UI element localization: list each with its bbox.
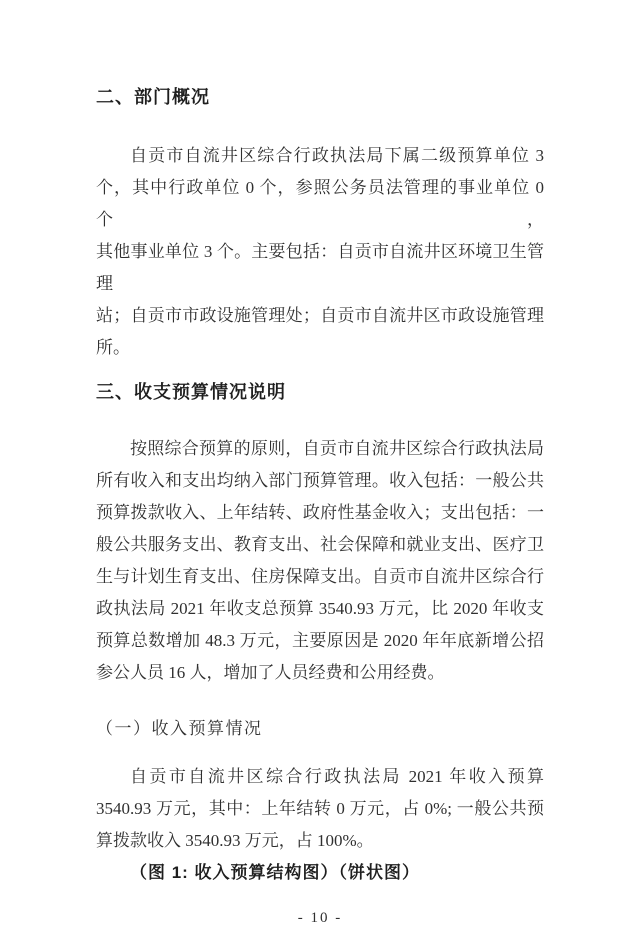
section2-heading: 二、部门概况 [96, 87, 210, 107]
text-line: 其他事业单位 3 个。主要包括：自贡市自流井区环境卫生管理 [96, 242, 544, 293]
page-number: - 10 - [297, 910, 343, 926]
figure-caption: （图 1: 收入预算结构图）（饼状图） [130, 863, 421, 882]
para-budget-summary [96, 433, 544, 689]
para-income-detail [96, 761, 544, 857]
section3-heading: 三、收支预算情况说明 [96, 382, 286, 402]
text-line: 3540.93 万元，其中：上年结转 0 万元，占 0%; 一般公共预 [96, 799, 544, 818]
text-line: 预算总数增加 48.3 万元，主要原因是 2020 年年底新增公招 [96, 631, 544, 650]
text-line: 政执法局 2021 年收支总预算 3540.93 万元，比 2020 年收支 [96, 599, 544, 618]
text-line: 站；自贡市市政设施管理处；自贡市自流井区市政设施管理 [96, 306, 544, 325]
text-line: 预算拨款收入、上年结转、政府性基金收入；支出包括：一 [96, 503, 544, 522]
text-line: 般公共服务支出、教育支出、社会保障和就业支出、医疗卫 [96, 535, 544, 554]
text-line: 按照综合预算的原则，自贡市自流井区综合行政执法局 [130, 439, 544, 458]
text-line: 自贡市自流井区综合行政执法局下属二级预算单位 3 [130, 146, 544, 165]
text-line: 个，其中行政单位 0 个，参照公务员法管理的事业单位 0 个， [96, 178, 544, 229]
sub-heading-income: （一）收入预算情况 [96, 719, 263, 738]
para-overview [96, 140, 544, 364]
document-content [96, 0, 544, 934]
text-line: 参公人员 16 人，增加了人员经费和公用经费。 [96, 663, 445, 682]
text-line: 自贡市自流井区综合行政执法局 2021 年收入预算 [130, 767, 544, 786]
text-line: 所。 [96, 338, 130, 357]
text-line: 生与计划生育支出、住房保障支出。自贡市自流井区综合行 [96, 567, 544, 586]
text-line: 算拨款收入 3540.93 万元，占 100%。 [96, 831, 374, 850]
text-line: 所有收入和支出均纳入部门预算管理。收入包括：一般公共 [96, 471, 544, 490]
